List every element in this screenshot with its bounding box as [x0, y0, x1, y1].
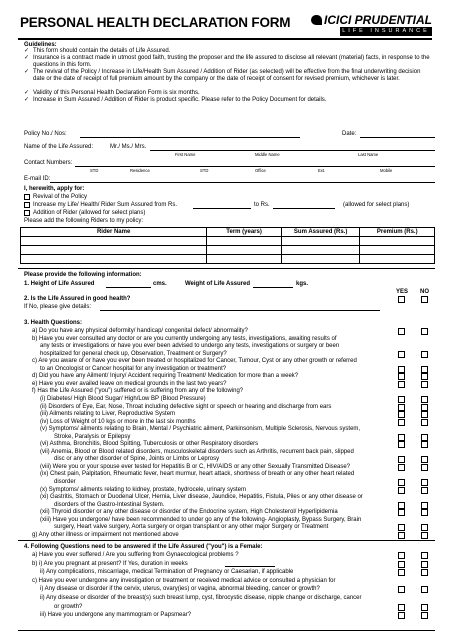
yes-checkbox[interactable]	[398, 604, 405, 611]
guideline-item: ✓ The revival of the Policy / Increase in Life/Health Sum Assured / Addition of Rider (as selected) will be effective from the final underwriting decision date or the date of receipt of full premium amount by the company or the date of receipt of consent for revised premium, whichever is later.	[24, 69, 421, 82]
kgs-unit: kgs.	[296, 281, 309, 287]
addition-checkbox[interactable]	[24, 210, 30, 216]
riders-prompt: Please add the following Riders to my policy:	[24, 218, 144, 224]
female-question-text: ii) Any disease or disorder of the breast(s) such breast lump, cyst, fibrocystic disease, nipple change or discharge, cancer	[40, 595, 362, 601]
no-checkbox[interactable]	[421, 434, 428, 441]
company-logo	[322, 11, 432, 38]
addition-label: Addition of Rider (allowed for select plans)	[33, 210, 146, 216]
health-question-text: (ix) Chest pain, Palpitation, Rheumatic fever, heart murmur, heart attack, shortness of breath or any other heart related	[40, 471, 355, 478]
no-checkbox[interactable]	[421, 502, 428, 509]
pregnancy-weeks-input[interactable]	[225, 566, 275, 567]
salutation-options[interactable]: Mr./ Ms./ Mrs.	[110, 144, 147, 150]
yes-checkbox[interactable]	[398, 351, 405, 358]
no-checkbox[interactable]	[421, 509, 428, 516]
guideline-item: ✓ Increase in Sum Assured / Addition of Rider is product specific. Please refer to the Policy Document for details.	[24, 97, 327, 103]
health-question-text: surgery, Heart valve surgery, Aorta surgery or organ transplant or any other major Surgery or Treatment	[54, 524, 329, 531]
check-icon: ✓	[24, 97, 30, 103]
health-question-text: (xiii) Have you undergone/ have been recommended to under go any of the following- Angioplasty, Bypass Surgery, Brain	[40, 516, 362, 523]
health-question-text: disorders of the Gastro-Intestinal System.	[54, 501, 165, 508]
female-question-text: or growth?	[54, 603, 83, 610]
sum-assured-header: Sum Assured (Rs.)	[281, 228, 360, 237]
no-checkbox[interactable]	[421, 456, 428, 463]
no-checkbox[interactable]	[421, 296, 428, 303]
weight-input[interactable]	[253, 287, 293, 288]
yes-column-header: YES	[396, 289, 409, 295]
yes-checkbox[interactable]	[398, 479, 405, 486]
no-checkbox[interactable]	[421, 328, 428, 335]
no-column-header: NO	[420, 289, 429, 295]
table-row[interactable]	[21, 237, 435, 246]
health-question-text: c) Are you aware of or have you ever been treated or hospitalized for Cancer, Tumour, Cyst or any other growth or referred	[32, 358, 357, 365]
yes-checkbox[interactable]	[398, 561, 405, 568]
increase-from-input[interactable]	[193, 208, 251, 209]
yes-checkbox[interactable]	[398, 586, 405, 593]
no-checkbox[interactable]	[421, 612, 428, 619]
info-heading: Please provide the following information:	[24, 272, 142, 278]
cms-unit: cms.	[153, 281, 167, 287]
health-question-text: to an Oncologist or Cancer hospital for any investigation or treatment?	[40, 365, 227, 372]
no-checkbox[interactable]	[421, 604, 428, 611]
date-label: Date:	[342, 131, 357, 137]
yes-checkbox[interactable]	[398, 464, 405, 471]
health-question-text: f) Has the Life Assured ("you") suffered or is suffering from any of the following?	[32, 388, 244, 395]
yes-checkbox[interactable]	[398, 396, 405, 403]
health-question-text: (x) Symptoms/ ailments relating to kidney, prostate, hydrocele, urinary system	[40, 486, 246, 493]
yes-checkbox[interactable]	[398, 502, 405, 509]
rider-name-header: Rider Name	[21, 228, 207, 237]
yes-checkbox[interactable]	[398, 434, 405, 441]
yes-checkbox[interactable]	[398, 419, 405, 426]
name-input[interactable]	[150, 150, 435, 151]
no-checkbox[interactable]	[421, 419, 428, 426]
no-checkbox[interactable]	[421, 561, 428, 568]
yes-checkbox[interactable]	[398, 441, 405, 448]
contact-input[interactable]	[75, 166, 435, 167]
email-label: E-mail ID:	[24, 176, 51, 182]
health-question-text: (viii) Were you or your spouse ever tested for Hepatitis B or C, HIV/AIDS or any other Sexually Transmitted Disease?	[40, 463, 351, 470]
policy-no-label: Policy No./ Nos:	[24, 131, 67, 137]
yes-checkbox[interactable]	[398, 509, 405, 516]
guideline-item: ✓ Validity of this Personal Health Declaration Form is six months.	[24, 90, 200, 96]
health-question-text: hospitalized for general check up, Observation, Treatment or Surgery?	[40, 350, 227, 357]
check-icon: ✓	[24, 48, 30, 54]
name-label: Name of the Life Assured:	[24, 144, 94, 150]
table-row[interactable]	[21, 246, 435, 255]
good-health-question: 2. Is the Life Assured in good health?	[24, 296, 131, 302]
health-question-text: (xii) Thyroid disorder or any other disease or disorder of the Endocrine system, High Cholesterol/ Hyperlipidemia	[40, 509, 338, 516]
table-row[interactable]	[21, 255, 435, 264]
health-question-text: b) Have you ever consulted any doctor or are you currently undergoing any tests, investigations, awaiting results of	[32, 335, 337, 342]
health-question-text: (v) Symptoms/ ailments relating to Brain, Mental / Psychiatric ailment, Parkinsonism, Multiple Sclerosis, Nervous system,	[40, 426, 361, 433]
health-question-text: (vi) Asthma, Bronchitis, Blood Spitting, Tuberculosis or other Respiratory disorders	[40, 441, 259, 448]
no-checkbox[interactable]	[421, 586, 428, 593]
no-checkbox[interactable]	[421, 366, 428, 373]
logo-text: ICICI PRUDENTIAL	[311, 13, 432, 27]
divider	[18, 268, 435, 269]
first-name-caption: First Name	[175, 152, 196, 157]
increase-to-input[interactable]	[273, 208, 335, 209]
yes-checkbox[interactable]	[398, 612, 405, 619]
guideline-item: ✓ This form should contain the details of Life Assured.	[24, 48, 171, 54]
term-header: Term (years)	[207, 228, 282, 237]
contact-label: Contact Numbers:	[24, 160, 73, 166]
no-checkbox[interactable]	[421, 404, 428, 411]
yes-checkbox[interactable]	[398, 366, 405, 373]
date-input[interactable]	[360, 137, 435, 138]
form-header	[18, 11, 432, 40]
mobile-caption: Mobile	[380, 168, 393, 173]
health-question-text: (xi) Gastritis, Stomach or Duodenal Ulcer, Hernia, Liver disease, Jaundice, Hepatitis, Fistula, Piles or any other disease or	[40, 494, 363, 501]
no-checkbox[interactable]	[421, 396, 428, 403]
last-name-caption: Last Name	[358, 152, 379, 157]
health-question-text: any tests or investigations or have you ever been advised to undergo any tests, investigations or surgery or been	[40, 343, 340, 350]
female-question-text: ii) Any complications, miscarriage, medical Termination of Pregnancy or Caesarian, if applicable	[40, 569, 294, 576]
weight-label: Weight of Life Assured	[185, 281, 251, 287]
ext-caption: Ext.	[318, 168, 326, 173]
office-caption: Office	[255, 168, 266, 173]
riders-table	[20, 227, 435, 264]
height-label: 1. Height of Life Assured	[24, 281, 95, 287]
check-icon: ✓	[24, 90, 30, 96]
health-question-text: d) Did you have any Ailment/ Injury/ Accident requiring Treatment/ Medication for more than a week?	[32, 373, 299, 380]
guidelines-heading: Guidelines:	[24, 42, 57, 48]
check-icon: ✓	[24, 55, 30, 61]
no-checkbox[interactable]	[421, 381, 428, 388]
table-header-row	[21, 228, 435, 237]
logo-subtitle: LIFE INSURANCE	[340, 27, 432, 36]
health-question-text: (vii) Anemia, Blood or Blood related disorders, musculoskeletal disorders such as Arthritis, recurrent back pain, slipped	[40, 448, 354, 455]
female-question-text: i) Any disease or disorder if the cervix, uterus, ovary(ies) or vagina, abnormal bleeding, cancer or growth?	[40, 586, 320, 593]
no-checkbox[interactable]	[421, 373, 428, 380]
yes-checkbox[interactable]	[398, 487, 405, 494]
health-question-text: (ii) Disorders of Eye, Ear, Nose, Throat including defective sight or speech or hearing and discharge from ears	[40, 403, 332, 410]
health-questions-heading: 3. Health Questions:	[24, 320, 83, 326]
premium-header: Premium (Rs.)	[360, 228, 435, 237]
policy-no-input[interactable]	[80, 137, 300, 138]
health-question-text: Stroke, Paralysis or Epilepsy	[54, 433, 131, 440]
female-question-text: b) i) Are you pregnant at present? If Yes, duration in weeks	[32, 560, 188, 567]
apply-heading: I, herewith, apply for:	[24, 186, 85, 192]
no-checkbox[interactable]	[421, 441, 428, 448]
height-input[interactable]	[106, 287, 151, 288]
yes-checkbox[interactable]	[398, 404, 405, 411]
no-checkbox[interactable]	[421, 411, 428, 418]
female-questions-heading: 4. Following Questions need to be answered if the Life Assured ("you") is a Female:	[24, 544, 263, 550]
health-question-text: e) Have you ever availed leave on medical grounds in the last two years?	[32, 380, 227, 387]
no-checkbox[interactable]	[421, 487, 428, 494]
no-checkbox[interactable]	[421, 569, 428, 576]
email-input[interactable]	[50, 182, 435, 183]
yes-checkbox[interactable]	[398, 552, 405, 559]
revival-label: Revival of the Policy	[33, 194, 88, 200]
yes-checkbox[interactable]	[398, 381, 405, 388]
no-checkbox[interactable]	[421, 479, 428, 486]
female-question-text: c) Have you ever undergone any investigation or treatment or received medical advice or consulted a physician for	[32, 577, 336, 584]
yes-checkbox[interactable]	[398, 569, 405, 576]
std-caption: STD	[90, 168, 99, 173]
guideline-item: ✓ Insurance is a contract made in utmost good faith, trusting the proposer and the life assured to disclose all relevant (material) facts, in response to the questions in this form.	[24, 55, 430, 68]
residence-caption: Residence	[130, 168, 150, 173]
health-question-text: (i) Diabetes/ High Blood Sugar/ High/Low BP (Blood Pressure)	[40, 395, 206, 402]
yes-checkbox[interactable]	[398, 296, 405, 303]
no-checkbox[interactable]	[421, 552, 428, 559]
health-question-text: disc or any other disorder of Spine, Joints or Limbs or Leprosy	[54, 456, 220, 463]
no-checkbox[interactable]	[421, 351, 428, 358]
page-title: PERSONAL HEALTH DECLARATION FORM	[20, 15, 291, 30]
no-checkbox[interactable]	[421, 532, 428, 539]
yes-checkbox[interactable]	[398, 328, 405, 335]
yes-checkbox[interactable]	[398, 373, 405, 380]
no-checkbox[interactable]	[421, 464, 428, 471]
to-rs-label: to Rs.	[254, 202, 270, 208]
yes-checkbox[interactable]	[398, 532, 405, 539]
divider	[18, 540, 435, 541]
female-question-text: iii) Have you undergone any mammogram or Papsmear?	[40, 612, 192, 619]
revival-checkbox[interactable]	[24, 194, 30, 200]
details-input[interactable]	[100, 310, 380, 311]
female-question-text: a) Have you ever suffered / Are you suffering from Gynaecological problems ?	[32, 552, 239, 558]
middle-name-caption: Middle Name	[255, 152, 280, 157]
health-question-text: disorder	[54, 479, 76, 485]
yes-checkbox[interactable]	[398, 411, 405, 418]
health-question-text: (iii) Ailments relating to Liver, Reproductive System	[40, 411, 176, 418]
details-label: If No, please give details:	[24, 304, 92, 310]
std-caption: STD	[200, 168, 209, 173]
no-checkbox[interactable]	[421, 524, 428, 531]
health-question-text: (iv) Loss of Weight of 10 kgs or more in the last six months	[40, 418, 196, 425]
health-question-text: g) Any other illness or impairment not mentioned above	[32, 531, 179, 538]
health-question-text: a) Do you have any physical deformity/ handicap/ congenital defect/ abnormality?	[32, 328, 248, 334]
allowed-note: (allowed for select plans)	[343, 202, 410, 208]
yes-checkbox[interactable]	[398, 524, 405, 531]
logo-mark-icon	[311, 15, 322, 25]
yes-checkbox[interactable]	[398, 456, 405, 463]
increase-label: Increase my Life/ Health/ Rider Sum Assured from Rs.	[33, 202, 178, 208]
increase-checkbox[interactable]	[24, 202, 30, 208]
divider	[18, 630, 435, 631]
check-icon: ✓	[24, 69, 30, 75]
